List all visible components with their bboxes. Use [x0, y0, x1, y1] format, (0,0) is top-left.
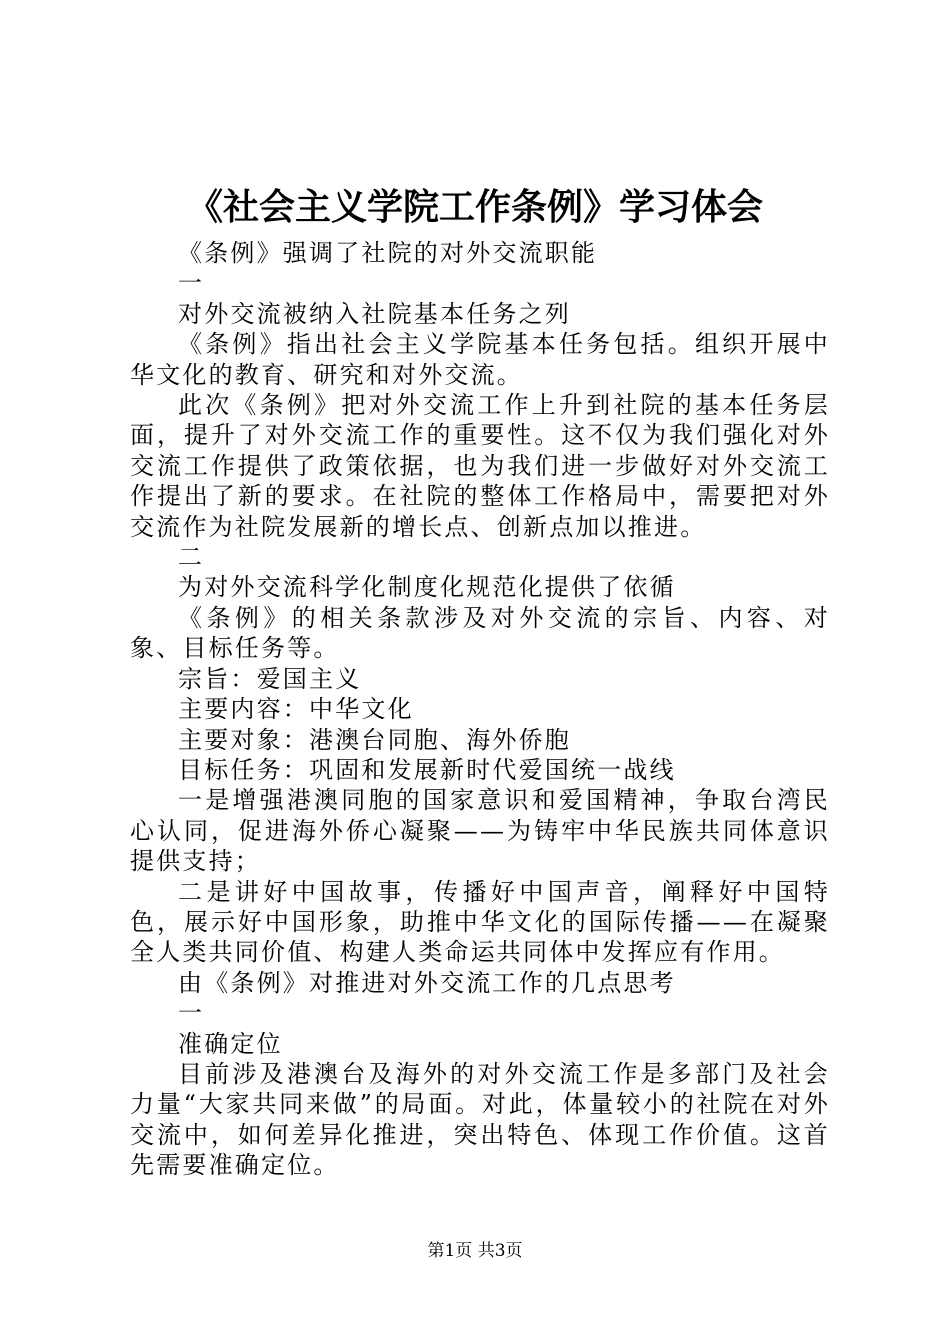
- list-item: 宗旨：爱国主义: [178, 664, 362, 693]
- section-heading: 对外交流被纳入社院基本任务之列: [178, 299, 571, 328]
- paragraph: 《条例》强调了社院的对外交流职能: [178, 239, 598, 267]
- section-number: 一: [178, 999, 205, 1028]
- section-heading: 为对外交流科学化制度化规范化提供了依循: [178, 573, 676, 602]
- section-number: 二: [178, 543, 205, 572]
- paragraph: 目前涉及港澳台及海外的对外交流工作是多部门及社会力量“大家共同来做”的局面。对此，体量较小的社院在对外交流中，如何差异化推进，突出特色、体现工作价值。这首先需要准确定位。: [130, 1059, 830, 1180]
- list-item: 主要内容：中华文化: [178, 695, 414, 724]
- paragraph: 此次《条例》把对外交流工作上升到社院的基本任务层面，提升了对外交流工作的重要性。这不仅为我们强化对外交流工作提供了政策依据，也为我们进一步做好对外交流工作提出了新的要求。在社院的整体工作格局中，需要把对外交流作为社院发展新的增长点、创新点加以推进。: [130, 391, 830, 541]
- paragraph: 《条例》的相关条款涉及对外交流的宗旨、内容、对象、目标任务等。: [130, 603, 830, 663]
- page-footer: 第1页 共3页: [427, 1241, 523, 1261]
- paragraph: 由《条例》对推进对外交流工作的几点思考: [178, 968, 676, 997]
- paragraph: 一是增强港澳同胞的国家意识和爱国精神，争取台湾民心认同，促进海外侨心凝聚——为铸牢中华民族共同体意识提供支持；: [130, 786, 830, 876]
- list-item: 主要对象：港澳台同胞、海外侨胞: [178, 725, 571, 754]
- paragraph: 《条例》指出社会主义学院基本任务包括。组织开展中华文化的教育、研究和对外交流。: [130, 330, 830, 389]
- list-item: 目标任务：巩固和发展新时代爱国统一战线: [178, 755, 676, 784]
- section-heading: 准确定位: [178, 1029, 283, 1058]
- paragraph: 二是讲好中国故事，传播好中国声音，阐释好中国特色，展示好中国形象，助推中华文化的国际传播——在凝聚全人类共同价值、构建人类命运共同体中发挥应有作用。: [130, 877, 830, 967]
- section-number: 一: [178, 269, 205, 298]
- document-body: [130, 238, 830, 1181]
- document-title: 《社会主义学院工作条例》学习体会: [186, 186, 763, 228]
